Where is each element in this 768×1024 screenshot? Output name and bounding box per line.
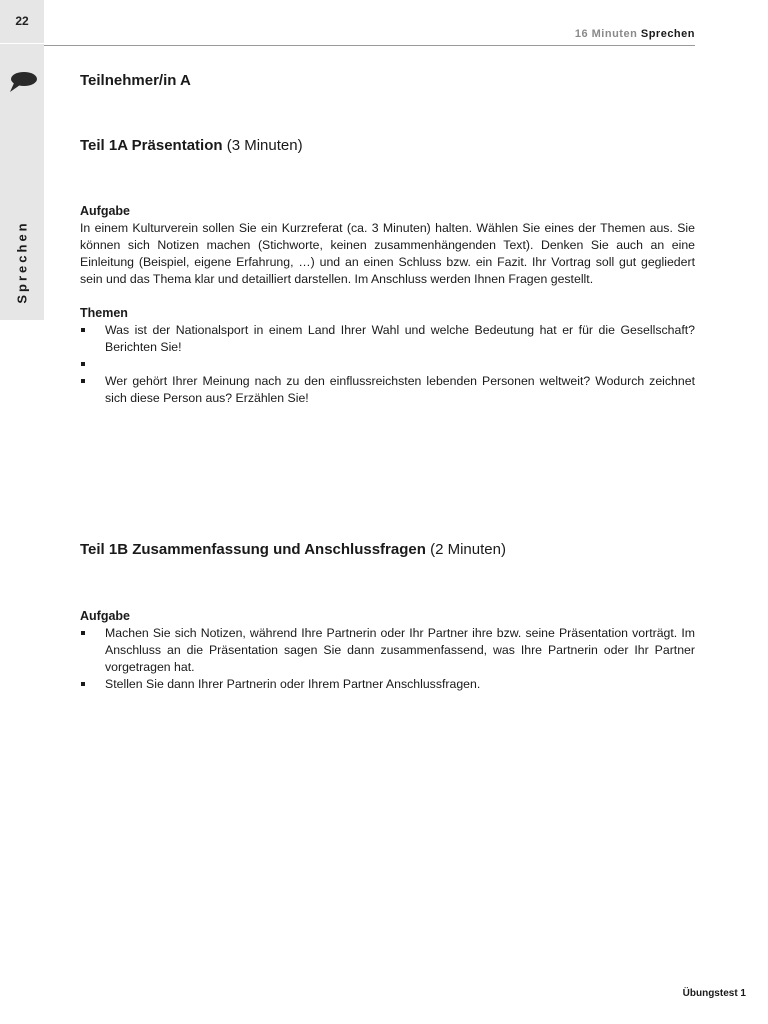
list-item: Wer gehört Ihrer Meinung nach zu den einflussreichsten lebenden Personen weltweit? Wodurch zeichnet sich diese Person aus? Erzählen Sie!	[80, 373, 695, 407]
teil1a-themen-label: Themen	[80, 306, 128, 320]
speech-bubble-icon	[8, 70, 38, 94]
teil1a-aufgabe-label: Aufgabe	[80, 204, 130, 218]
running-head	[575, 28, 695, 40]
teil1b-duration: (2 Minuten)	[430, 541, 506, 558]
teil1a-themen	[80, 305, 695, 407]
list-item: Was ist der Nationalsport in einem Land Ihrer Wahl und welche Bedeutung hat er für die Gesellschaft? Berichten Sie!	[80, 322, 695, 356]
teil1b-list	[80, 625, 695, 693]
header-rule	[44, 45, 695, 46]
teil1a-duration: (3 Minuten)	[226, 137, 303, 154]
page-number: 22	[0, 0, 44, 44]
teil1a-heading	[80, 137, 303, 154]
teil1a-aufgabe	[80, 203, 695, 288]
teil1b-aufgabe	[80, 608, 695, 693]
list-spacer	[80, 356, 695, 373]
teil1b-heading	[80, 541, 506, 558]
list-item: Stellen Sie dann Ihrer Partnerin oder Ihrem Partner Anschlussfragen.	[80, 676, 695, 693]
running-head-time: 16 Minuten	[574, 28, 638, 40]
teil1a-aufgabe-text: In einem Kulturverein sollen Sie ein Kurzreferat (ca. 3 Minuten) halten. Wählen Sie eines der Themen aus. Sie können sich Notizen machen (Stichworte, keinen zusammenhängenden Text). Denken Sie auch an eine Einleitung (Beispiel, eigene Erfahrung, …) und an einen Schluss bzw. ein Fazit. Ihr Vortrag soll gut gegliedert sein und das Thema klar und detailliert darstellen. Im Anschluss werden Ihnen Fragen gestellt.	[80, 221, 695, 286]
themen-list	[80, 322, 695, 407]
role-heading: Teilnehmer/in A	[80, 72, 191, 89]
teil1b-aufgabe-label: Aufgabe	[80, 609, 130, 623]
teil1a-title: Teil 1A Präsentation	[80, 137, 223, 154]
sidebar	[0, 0, 44, 320]
teil1b-title: Teil 1B Zusammenfassung und Anschlussfragen	[80, 541, 426, 558]
list-item: Machen Sie sich Notizen, während Ihre Partnerin oder Ihr Partner ihre bzw. seine Präsentation vorträgt. Im Anschluss an die Präsentation sagen Sie dann zusammenfassend, was Ihre Partnerin oder Ihr Partner vorgetragen hat.	[80, 625, 695, 676]
running-head-section: Sprechen	[640, 28, 695, 40]
footer-label: Übungstest 1	[682, 988, 746, 999]
section-side-label: Sprechen	[14, 220, 30, 304]
